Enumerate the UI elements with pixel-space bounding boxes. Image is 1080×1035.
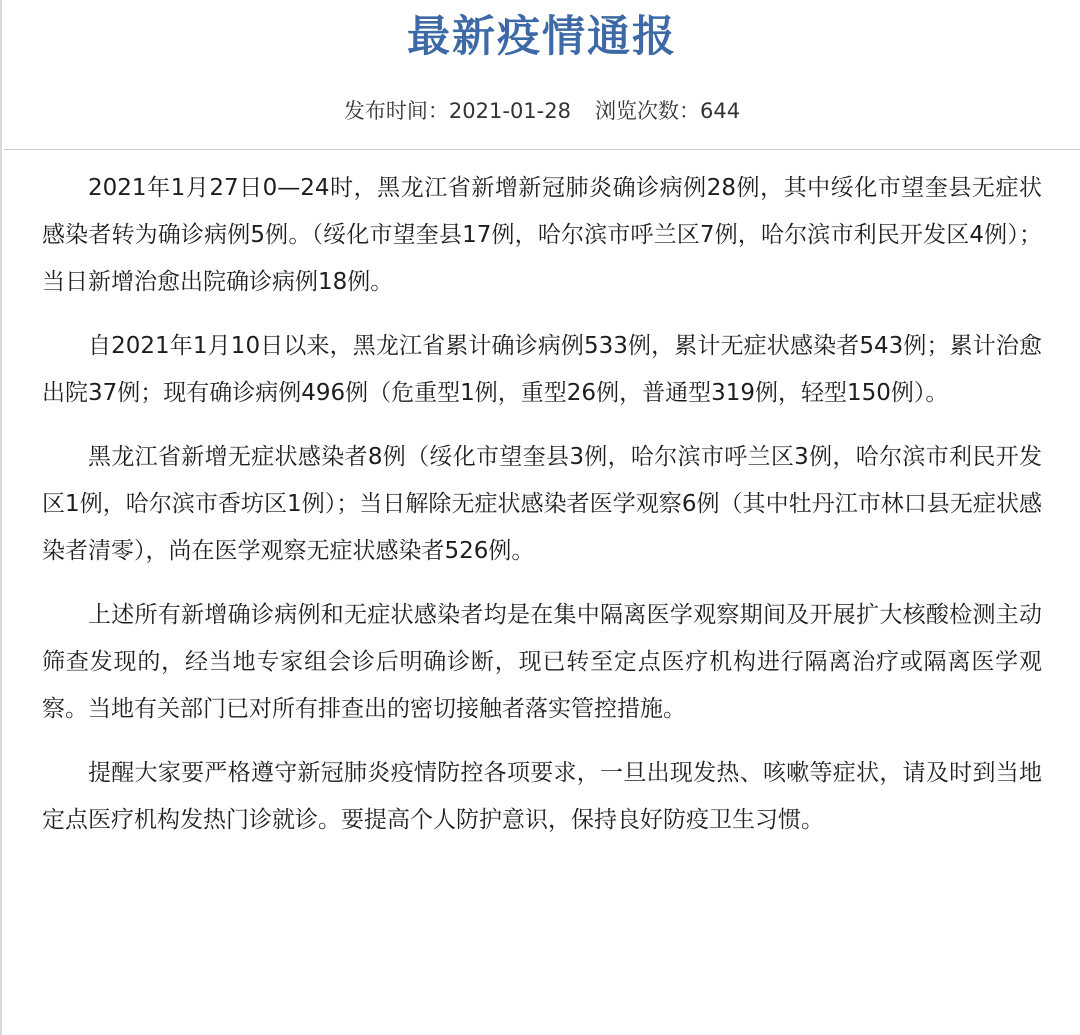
header-divider: [4, 149, 1080, 150]
paragraph-new-cases: 2021年1月27日0—24时，黑龙江省新增新冠肺炎确诊病例28例，其中绥化市望奎县无症状感染者转为确诊病例5例。（绥化市望奎县17例，哈尔滨市呼兰区7例，哈尔滨市利民开发区4例）；当日新增治愈出院确诊病例18例。: [42, 175, 1042, 295]
views-count: 644: [699, 99, 741, 123]
paragraph-reminder: 提醒大家要严格遵守新冠肺炎疫情防控各项要求，一旦出现发热、咳嗽等症状，请及时到当地定点医疗机构发热门诊就诊。要提高个人防护意识，保持良好防疫卫生习惯。: [42, 760, 1042, 833]
paragraph-asymptomatic: 黑龙江省新增无症状感染者8例（绥化市望奎县3例，哈尔滨市呼兰区3例，哈尔滨市利民开发区1例，哈尔滨市香坊区1例）；当日解除无症状感染者医学观察6例（其中牡丹江市林口县无症状感染者清零），尚在医学观察无症状感染者526例。: [42, 444, 1042, 564]
views-label: 浏览次数：: [594, 99, 700, 123]
article-body: [42, 165, 1042, 861]
paragraph-cumulative: 自2021年1月10日以来，黑龙江省累计确诊病例533例，累计无症状感染者543例；累计治愈出院37例；现有确诊病例496例（危重型1例，重型26例，普通型319例，轻型150例）。: [42, 333, 1042, 406]
paragraph-discovery: 上述所有新增确诊病例和无症状感染者均是在集中隔离医学观察期间及开展扩大核酸检测主动筛查发现的，经当地专家组会诊后明确诊断，现已转至定点医疗机构进行隔离治疗或隔离医学观察。当地有关部门已对所有排查出的密切接触者落实管控措施。: [42, 602, 1042, 722]
article-header: [2, 0, 1080, 150]
publish-date: 2021-01-28: [448, 99, 571, 123]
article-meta: [2, 96, 1080, 126]
publish-label: 发布时间：: [343, 99, 449, 123]
page-title: 最新疫情通报: [407, 12, 677, 62]
